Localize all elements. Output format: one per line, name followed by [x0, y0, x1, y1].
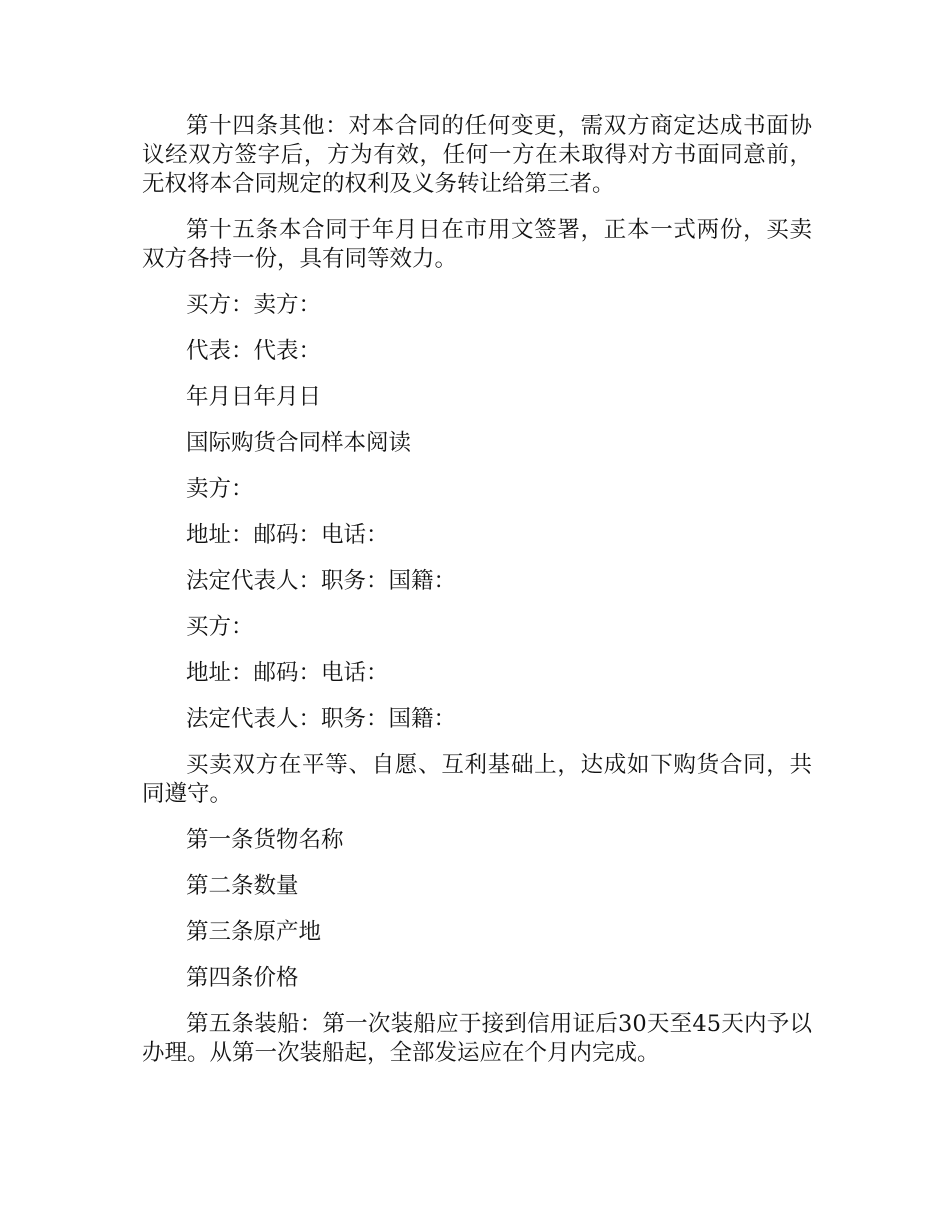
seller-legal-rep-line: 法定代表人：职务：国籍：: [186, 568, 457, 594]
contract-title: 国际购货合同样本阅读: [186, 430, 412, 456]
buyer-seller-line: 买方：卖方：: [186, 292, 322, 318]
date-line: 年月日年月日: [186, 384, 322, 410]
clause-3-origin: 第三条原产地: [186, 919, 322, 945]
document-page: [142, 112, 812, 1085]
representative-line: 代表：代表：: [186, 338, 322, 364]
agreement-preamble: 买卖双方在平等、自愿、互利基础上，达成如下购货合同，共同遵守。: [142, 752, 812, 807]
clause-4-price: 第四条价格: [186, 965, 299, 991]
clause-15-signing: 第十五条本合同于年月日在市用文签署，正本一式两份，买卖双方各持一份，具有同等效力。: [142, 217, 812, 272]
buyer-legal-rep-line: 法定代表人：职务：国籍：: [186, 706, 457, 732]
buyer-label: 买方：: [186, 614, 254, 640]
seller-address-line: 地址：邮码：电话：: [186, 522, 389, 548]
clause-1-goods-name: 第一条货物名称: [186, 827, 344, 853]
clause-5-shipment: 第五条装船：第一次装船应于接到信用证后30天至45天内予以办理。从第一次装船起，全部发运应在个月内完成。: [142, 1011, 812, 1066]
clause-14-other: 第十四条其他：对本合同的任何变更，需双方商定达成书面协议经双方签字后，方为有效，任何一方在未取得对方书面同意前，无权将本合同规定的权利及义务转让给第三者。: [142, 113, 812, 197]
seller-label: 卖方：: [186, 476, 254, 502]
buyer-address-line: 地址：邮码：电话：: [186, 660, 389, 686]
clause-2-quantity: 第二条数量: [186, 873, 299, 899]
